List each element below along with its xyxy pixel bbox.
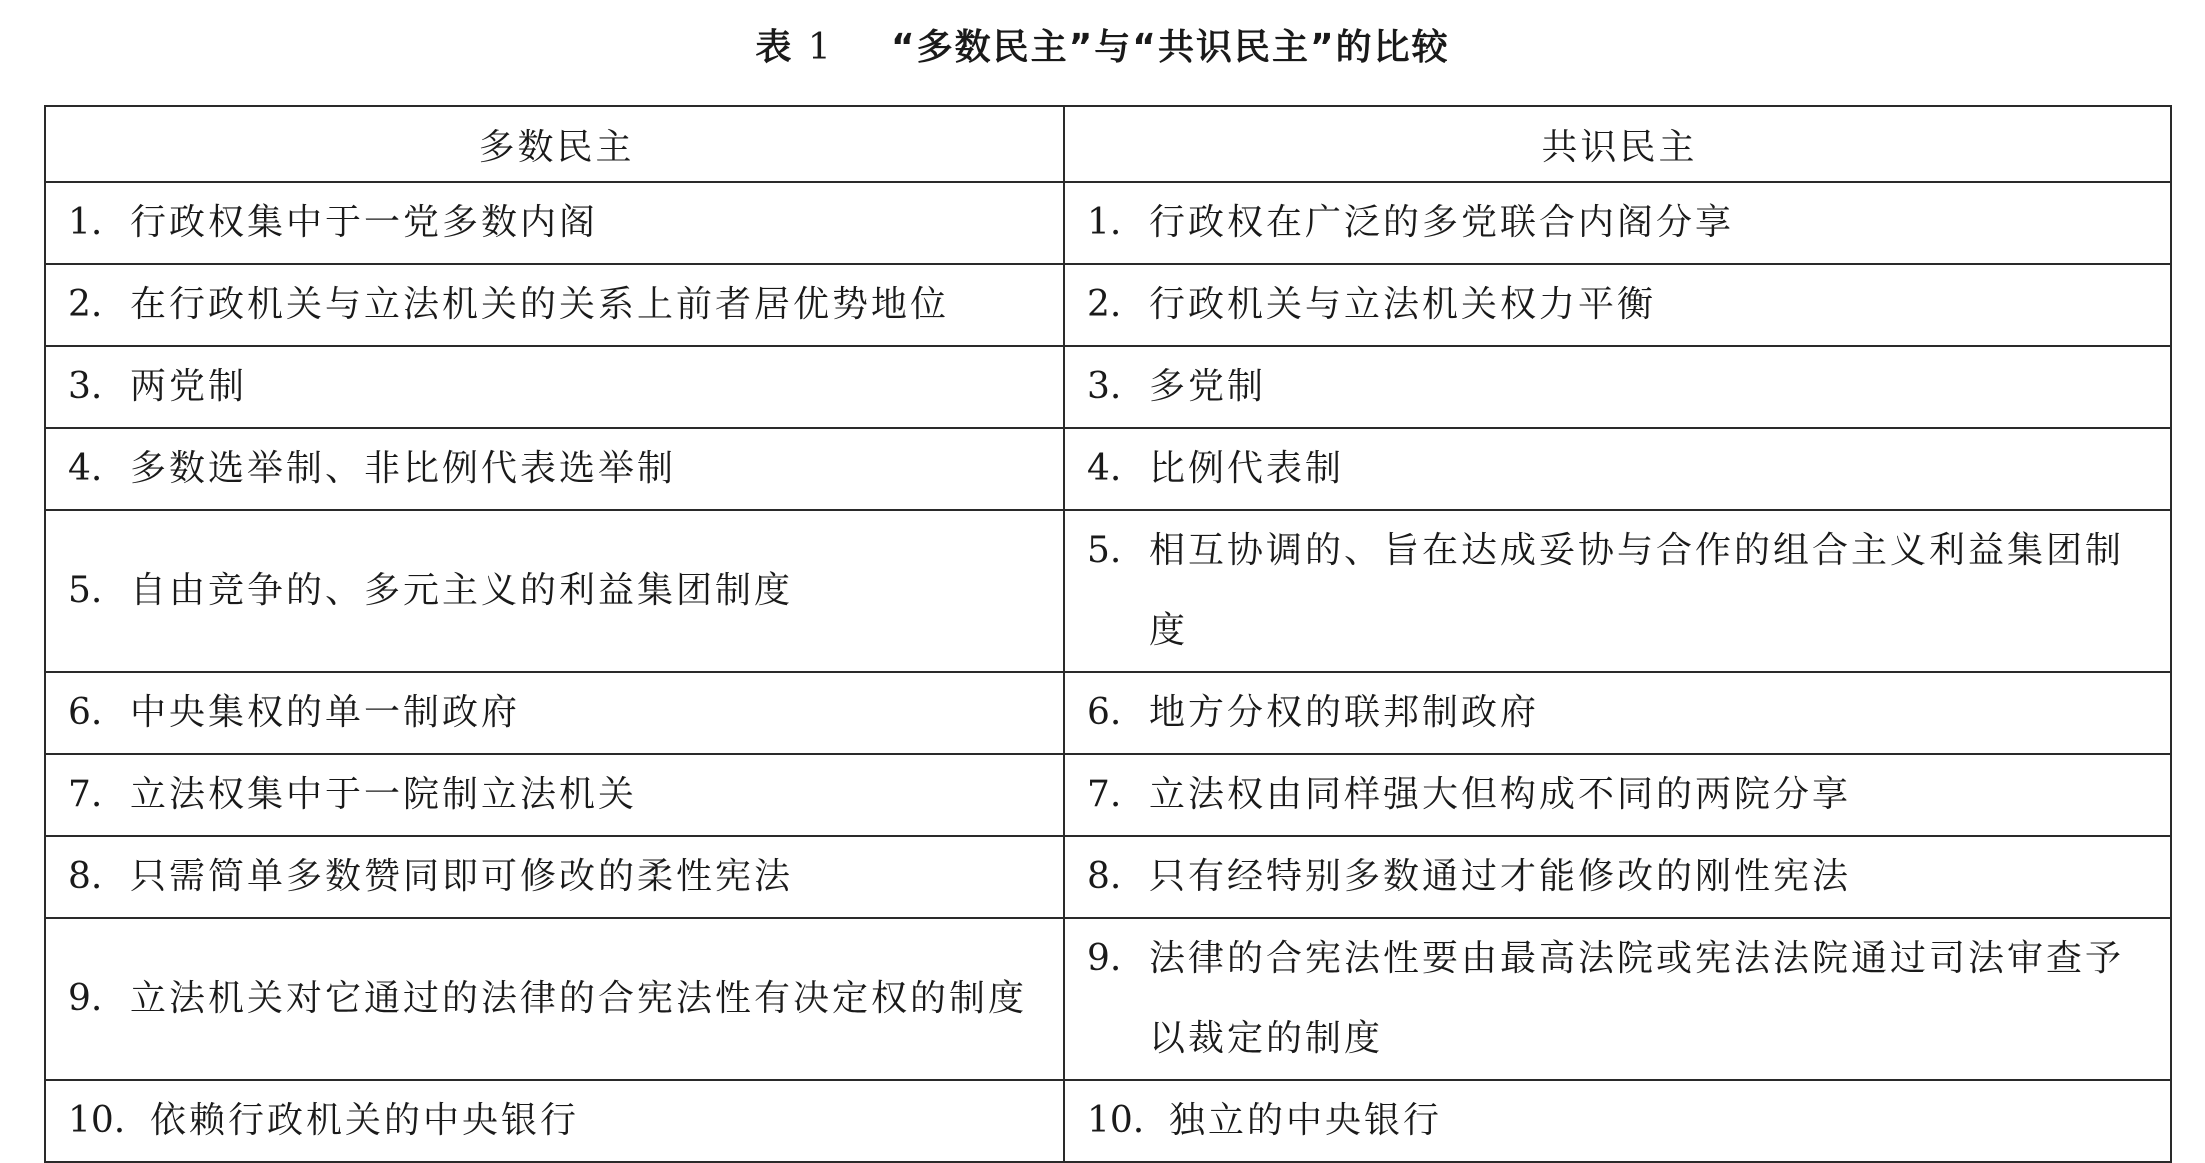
item-text: 行政权集中于一党多数内阁: [130, 202, 599, 243]
item-number: 10.: [68, 1100, 126, 1141]
item-number: 4.: [68, 448, 103, 489]
header-majoritarian: 多数民主: [45, 106, 1064, 182]
item-number: 9.: [1087, 938, 1122, 979]
table-row: [45, 428, 2171, 510]
consensus-cell: [1064, 918, 2171, 1080]
majoritarian-cell: [45, 1080, 1064, 1162]
item-text: 多党制: [1149, 366, 1267, 407]
item-text: 立法权集中于一院制立法机关: [130, 774, 638, 815]
item-text: 行政权在广泛的多党联合内阁分享: [1149, 202, 1735, 243]
item-text: 法律的合宪法性要由最高法院或宪法法院通过司法审查予以裁定的制度: [1149, 938, 2125, 1059]
consensus-cell: [1064, 428, 2171, 510]
majoritarian-cell: [45, 754, 1064, 836]
item-number: 6.: [1087, 692, 1122, 733]
item-text: 自由竞争的、多元主义的利益集团制度: [130, 570, 794, 611]
majoritarian-cell: [45, 836, 1064, 918]
item-text: 独立的中央银行: [1169, 1100, 1443, 1141]
item-number: 3.: [68, 366, 103, 407]
majoritarian-cell: [45, 918, 1064, 1080]
item-text: 立法机关对它通过的法律的合宪法性有决定权的制度: [130, 978, 1028, 1019]
item-text: 多数选举制、非比例代表选举制: [130, 448, 677, 489]
consensus-cell: [1064, 182, 2171, 264]
majoritarian-cell: [45, 346, 1064, 428]
item-number: 1.: [68, 202, 103, 243]
caption-number: 1: [807, 27, 833, 68]
table-row: [45, 918, 2171, 1080]
table-caption: [0, 20, 2205, 76]
item-number: 4.: [1087, 448, 1122, 489]
majoritarian-cell: [45, 264, 1064, 346]
table-row: [45, 264, 2171, 346]
item-text: 地方分权的联邦制政府: [1149, 692, 1540, 733]
consensus-cell: [1064, 672, 2171, 754]
majoritarian-cell: [45, 510, 1064, 672]
consensus-cell: [1064, 836, 2171, 918]
item-text: 立法权由同样强大但构成不同的两院分享: [1149, 774, 1852, 815]
item-text: 中央集权的单一制政府: [130, 692, 521, 733]
item-number: 9.: [68, 978, 103, 1019]
item-text: 比例代表制: [1149, 448, 1345, 489]
table-row: [45, 1080, 2171, 1162]
consensus-cell: [1064, 346, 2171, 428]
consensus-cell: [1064, 264, 2171, 346]
item-number: 3.: [1087, 366, 1122, 407]
item-number: 2.: [68, 284, 103, 325]
item-number: 5.: [68, 570, 103, 611]
item-text: 两党制: [130, 366, 248, 407]
header-consensus: 共识民主: [1064, 106, 2171, 182]
item-number: 8.: [1087, 856, 1122, 897]
header-row: [45, 106, 2171, 182]
item-text: 只有经特别多数通过才能修改的刚性宪法: [1149, 856, 1852, 897]
item-text: 依赖行政机关的中央银行: [150, 1100, 580, 1141]
item-number: 6.: [68, 692, 103, 733]
table-row: [45, 346, 2171, 428]
item-number: 8.: [68, 856, 103, 897]
consensus-cell: [1064, 754, 2171, 836]
consensus-cell: [1064, 510, 2171, 672]
comparison-table: [44, 105, 2172, 1163]
majoritarian-cell: [45, 428, 1064, 510]
caption-title: “多数民主”与“共识民主”的比较: [890, 27, 1450, 68]
item-number: 2.: [1087, 284, 1122, 325]
item-number: 5.: [1087, 530, 1122, 571]
item-number: 10.: [1087, 1100, 1145, 1141]
majoritarian-cell: [45, 182, 1064, 264]
table-row: [45, 754, 2171, 836]
table-row: [45, 836, 2171, 918]
item-number: 7.: [68, 774, 103, 815]
item-text: 行政机关与立法机关权力平衡: [1149, 284, 1657, 325]
table-row: [45, 182, 2171, 264]
item-text: 相互协调的、旨在达成妥协与合作的组合主义利益集团制度: [1149, 530, 2125, 651]
item-number: 7.: [1087, 774, 1122, 815]
item-text: 在行政机关与立法机关的关系上前者居优势地位: [130, 284, 950, 325]
caption-label: 表: [755, 27, 794, 68]
majoritarian-cell: [45, 672, 1064, 754]
table-row: [45, 672, 2171, 754]
consensus-cell: [1064, 1080, 2171, 1162]
table-row: [45, 510, 2171, 672]
item-text: 只需简单多数赞同即可修改的柔性宪法: [130, 856, 794, 897]
item-number: 1.: [1087, 202, 1122, 243]
